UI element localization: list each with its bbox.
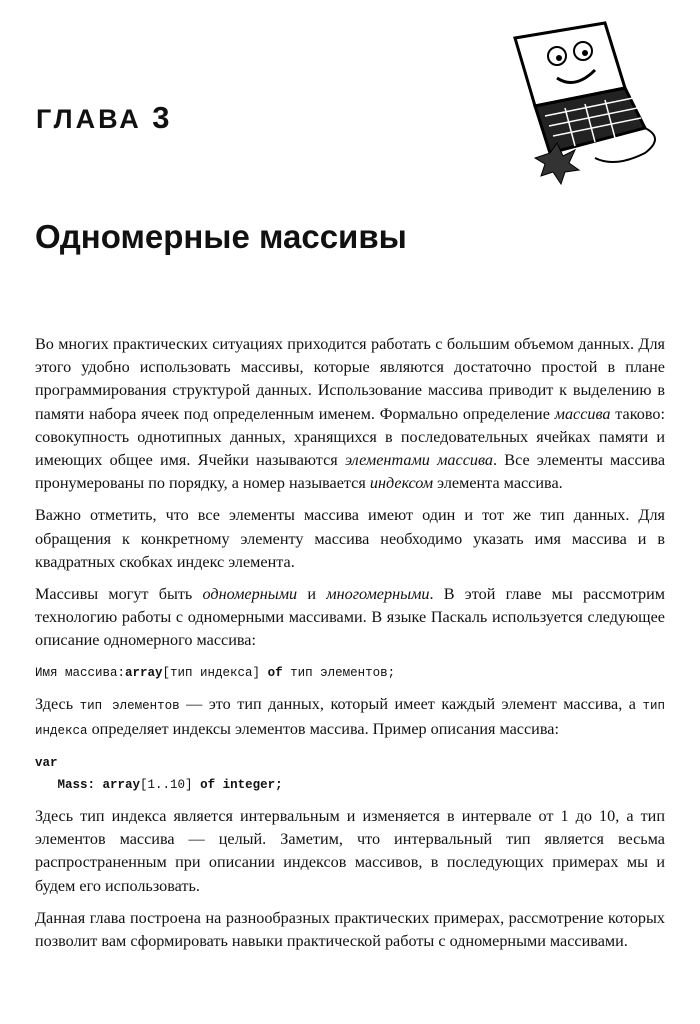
- code: Имя массива:: [35, 665, 126, 680]
- chapter-number: 3: [152, 100, 170, 135]
- text: Массивы могут быть: [35, 585, 203, 604]
- code: тип элементов: [79, 698, 180, 713]
- code: тип индекса: [35, 698, 665, 738]
- keyword: var: [35, 756, 58, 771]
- keyword: of: [200, 778, 216, 793]
- chapter-label: ГЛАВА: [36, 104, 142, 134]
- code: тип элементов;: [282, 665, 396, 680]
- text: . Все элементы массива пронумерованы по порядку, а номер называется: [35, 451, 666, 493]
- term: массива: [554, 404, 611, 423]
- code: [215, 778, 223, 792]
- keyword: integer: [222, 778, 276, 793]
- paragraph-example-note: [35, 805, 665, 898]
- example-code: [35, 752, 665, 796]
- paragraph-intro: [35, 333, 665, 495]
- page-title: Одномерные массивы: [35, 218, 407, 255]
- keyword: of: [267, 665, 283, 680]
- paragraph-summary: [35, 907, 665, 953]
- laptop-illustration: [495, 18, 670, 188]
- text: . В этой главе мы рассмотрим технологию работы с одномерными массивами. В языке Паскаль используется следующее описание одномерного массива:: [35, 585, 666, 650]
- term: одномерными: [202, 585, 298, 604]
- text: Важно отметить, что все элементы массива имеют один и тот же тип данных. Для обращения к конкретному элементу массива необходимо указать имя массива и в квадратных скобках индекс элемента.: [35, 506, 665, 571]
- code: ;: [275, 778, 283, 793]
- text: Данная глава построена на разнообразных практических примерах, рассмотрение которых позволит вам сформировать навыки практической работы с одномерными массивами.: [35, 908, 665, 951]
- paragraph-types: [35, 504, 665, 574]
- chapter-body: [35, 333, 665, 962]
- code: [1..10]: [140, 778, 201, 793]
- code: [тип индекса]: [162, 665, 268, 680]
- text: элемента массива.: [433, 474, 563, 493]
- text: — это тип данных, который имеет каждый элемент массива, а: [179, 694, 643, 713]
- term: многомерными: [326, 585, 430, 604]
- keyword: Mass:: [57, 778, 103, 793]
- text: Во многих практических ситуациях приходится работать с большим объемом данных. Для этого удобно использовать массивы, которые являются достаточно простой в плане программирования структурой данных. Использование массива приводит к выделению в памяти набора ячеек под определенным именем. Формально определение: [35, 335, 665, 423]
- chapter-heading: [36, 100, 170, 136]
- text: и: [297, 585, 327, 604]
- keyword: array: [125, 665, 163, 680]
- term: элементами массива: [344, 451, 493, 470]
- syntax-code: [35, 662, 665, 684]
- text: Здесь тип индекса является интервальным и изменяется в интервале от 1 до 10, а тип элементов массива — целый. Заметим, что интервальный тип является весьма распространенным при описании индексов массивов, в последующих примерах мы и будем его использовать.: [35, 807, 665, 895]
- keyword: array: [102, 778, 141, 793]
- text: определяет индексы элементов массива. Пример описания массива:: [87, 719, 559, 738]
- text: Здесь: [35, 694, 80, 713]
- paragraph-kinds: [35, 583, 665, 653]
- paragraph-explanation: [35, 693, 665, 743]
- text: таково: совокупность однотипных данных, хранящихся в последовательных ячейках памяти и имеющих общее имя. Ячейки называются: [35, 404, 665, 470]
- term: индексом: [369, 474, 434, 493]
